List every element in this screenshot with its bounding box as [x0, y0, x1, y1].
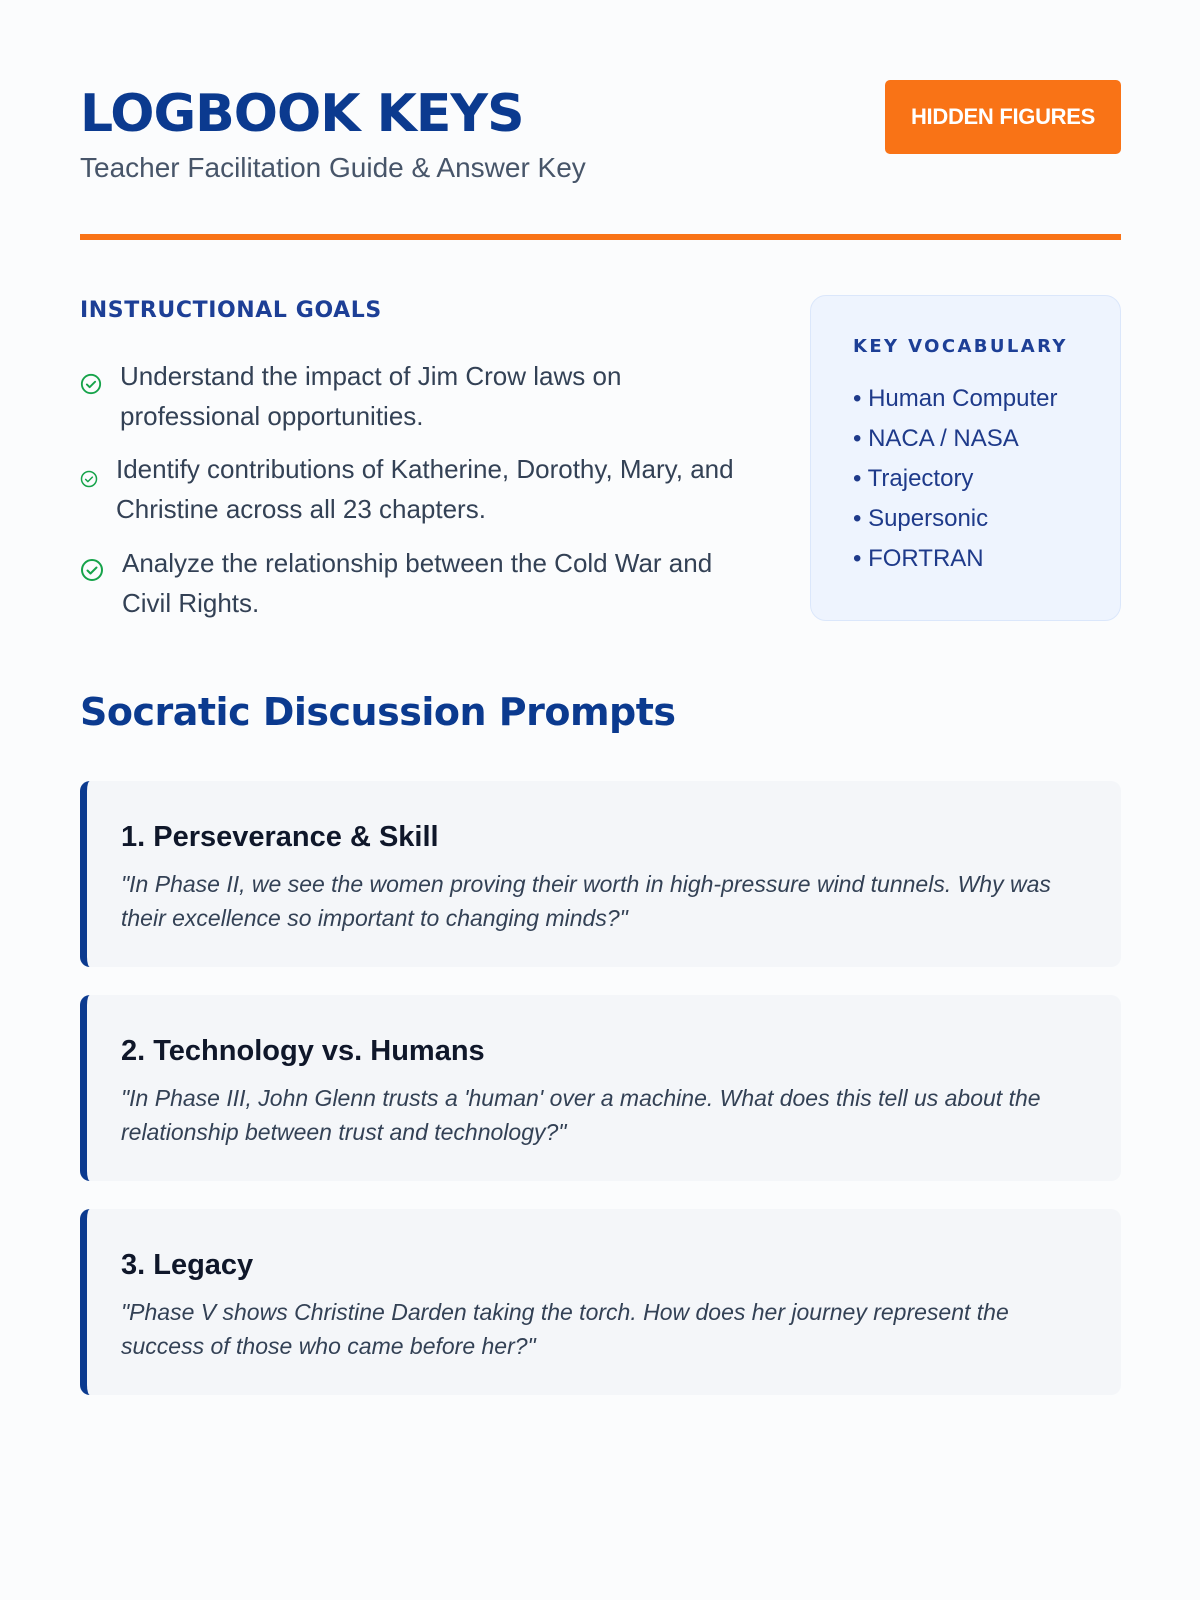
prompt-quote: "Phase V shows Christine Darden taking the torch. How does her journey represent the success of those who came before her?"	[121, 1299, 1009, 1359]
hidden-figures-badge: HIDDEN FIGURES	[885, 80, 1121, 154]
key-vocabulary-box	[810, 295, 1121, 621]
vocabulary-item: • NACA / NASA	[853, 425, 1019, 452]
discussion-section-title: Socratic Discussion Prompts	[80, 690, 676, 734]
header-divider	[80, 234, 1121, 240]
prompt-quote: "In Phase III, John Glenn trusts a 'human' over a machine. What does this tell us about the relationship between trust and technology?"	[121, 1085, 1041, 1145]
prompt-title: 1. Perseverance & Skill	[121, 821, 439, 853]
vocabulary-item: • FORTRAN	[853, 545, 984, 572]
check-circle-icon	[80, 553, 104, 593]
vocabulary-item: • Supersonic	[853, 505, 989, 532]
goal-item	[80, 543, 720, 623]
goal-text: Analyze the relationship between the Cold War and Civil Rights.	[122, 548, 713, 618]
goal-text: Identify contributions of Katherine, Dorothy, Mary, and Christine across all 23 chapters.	[116, 454, 734, 524]
discussion-prompt-card	[80, 781, 1121, 967]
goal-item	[80, 449, 760, 529]
check-circle-icon	[80, 366, 102, 406]
goal-text: Understand the impact of Jim Crow laws on professional opportunities.	[120, 361, 622, 431]
prompt-quote: "In Phase II, we see the women proving their worth in high-pressure wind tunnels. Why was their excellence so important to changing minds?"	[121, 871, 1051, 931]
vocabulary-title: KEY VOCABULARY	[853, 336, 1068, 357]
vocabulary-item: • Trajectory	[853, 465, 974, 492]
check-circle-icon	[80, 459, 98, 499]
discussion-prompt-card	[80, 1209, 1121, 1395]
discussion-prompt-card	[80, 995, 1121, 1181]
vocabulary-item: • Human Computer	[853, 385, 1058, 412]
prompt-title: 2. Technology vs. Humans	[121, 1035, 485, 1067]
page-subtitle: Teacher Facilitation Guide & Answer Key	[80, 152, 586, 183]
prompt-title: 3. Legacy	[121, 1249, 254, 1281]
goal-item	[80, 356, 700, 436]
page-title: LOGBOOK KEYS	[80, 84, 524, 144]
instructional-goals-heading: INSTRUCTIONAL GOALS	[80, 298, 382, 323]
